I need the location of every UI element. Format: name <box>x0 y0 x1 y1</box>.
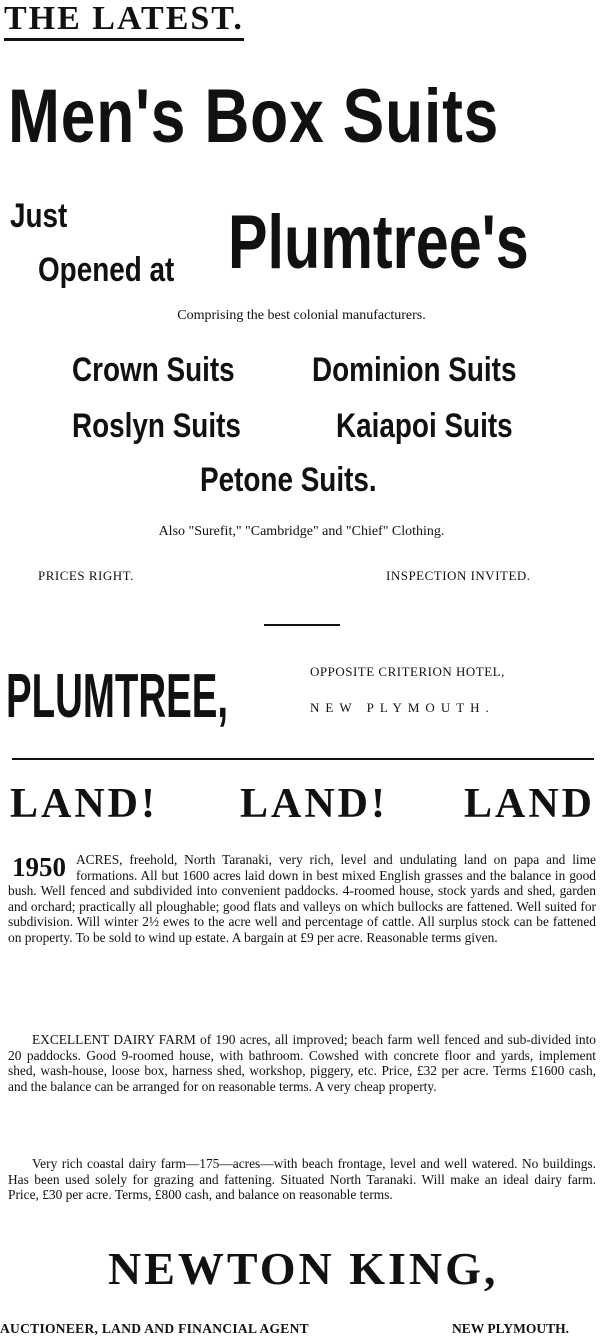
listing-dairy-farm: EXCELLENT DAIRY FARM of 190 acres, all improved; beach farm well fenced and sub-divided into 20 paddocks. Good 9-roomed house, with bathroom. Cowshed with concrete floor and yards, implement shed, wash-house, loose box, harness shed, workshop, piggery, etc. Price, £32 per acre. Terms £1600 cash, and the balance can be arranged for on reasonable terms. A very cheap property. <box>8 1032 596 1094</box>
suit-dominion: Dominion Suits <box>312 351 517 389</box>
address-line-1: OPPOSITE CRITERION HOTEL, <box>310 664 505 679</box>
prices-right: PRICES RIGHT. <box>38 568 134 583</box>
headline-mens-box-suits: Men's Box Suits <box>8 74 500 159</box>
land-heading-3: LAND <box>464 781 596 827</box>
section-divider <box>12 758 594 760</box>
listing-1950-acres <box>8 852 596 946</box>
listing-coastal-farm: Very rich coastal dairy farm—175—acres—with beach frontage, level and well watered. No buildings. Has been used solely for grazing and fattening. Situated North Taranaki. Will make an ideal dairy farm. Price, £30 per acre. Terms, £800 cash, and balance on reasonable terms. <box>8 1156 596 1203</box>
listing-1-text: ACRES, freehold, North Taranaki, very rich, level and undulating land on papa and lime formations. All but 1600 acres laid down in best mixed English grasses and the balance in good bush. Well fenced and subdivided into convenient paddocks. 4-roomed house, stock yards and shed, garden and orchard; practically all ploughable; good flats and valleys on which bullocks are fattened. Well suited for subdivision. Will winter 2½ ewes to the acre well and percentage of cattle. All surplus stock can be fattened on property. To be sold to wind up estate. A bargain at £9 per acre. Reasonable terms given. <box>8 852 596 945</box>
inspection-invited: INSPECTION INVITED. <box>386 568 531 583</box>
short-divider <box>264 624 340 626</box>
opened-at-text: Opened at <box>38 251 175 289</box>
plumtree-name: PLUMTREE, <box>6 662 229 731</box>
land-heading-2: LAND! <box>240 781 388 827</box>
suit-kaiapoi: Kaiapoi Suits <box>336 407 513 445</box>
kicker-heading: THE LATEST. <box>4 0 244 41</box>
store-name-heading: Plumtree's <box>228 200 529 285</box>
agent-name: NEWTON KING, <box>108 1243 499 1294</box>
acreage-number: 1950 <box>12 852 66 882</box>
address-line-2: NEW PLYMOUTH. <box>310 700 495 715</box>
comprising-line: Comprising the best colonial manufacturers. <box>177 308 426 323</box>
land-heading-1: LAND! <box>10 781 158 827</box>
agent-place: NEW PLYMOUTH. <box>452 1321 570 1336</box>
just-text: Just <box>10 197 68 235</box>
also-clothing-line: Also "Surefit," "Cambridge" and "Chief" Clothing. <box>158 524 445 539</box>
suit-petone: Petone Suits. <box>200 461 377 499</box>
agent-title: AUCTIONEER, LAND AND FINANCIAL AGENT <box>0 1321 309 1336</box>
suit-crown: Crown Suits <box>72 351 235 389</box>
suit-roslyn: Roslyn Suits <box>72 407 241 445</box>
